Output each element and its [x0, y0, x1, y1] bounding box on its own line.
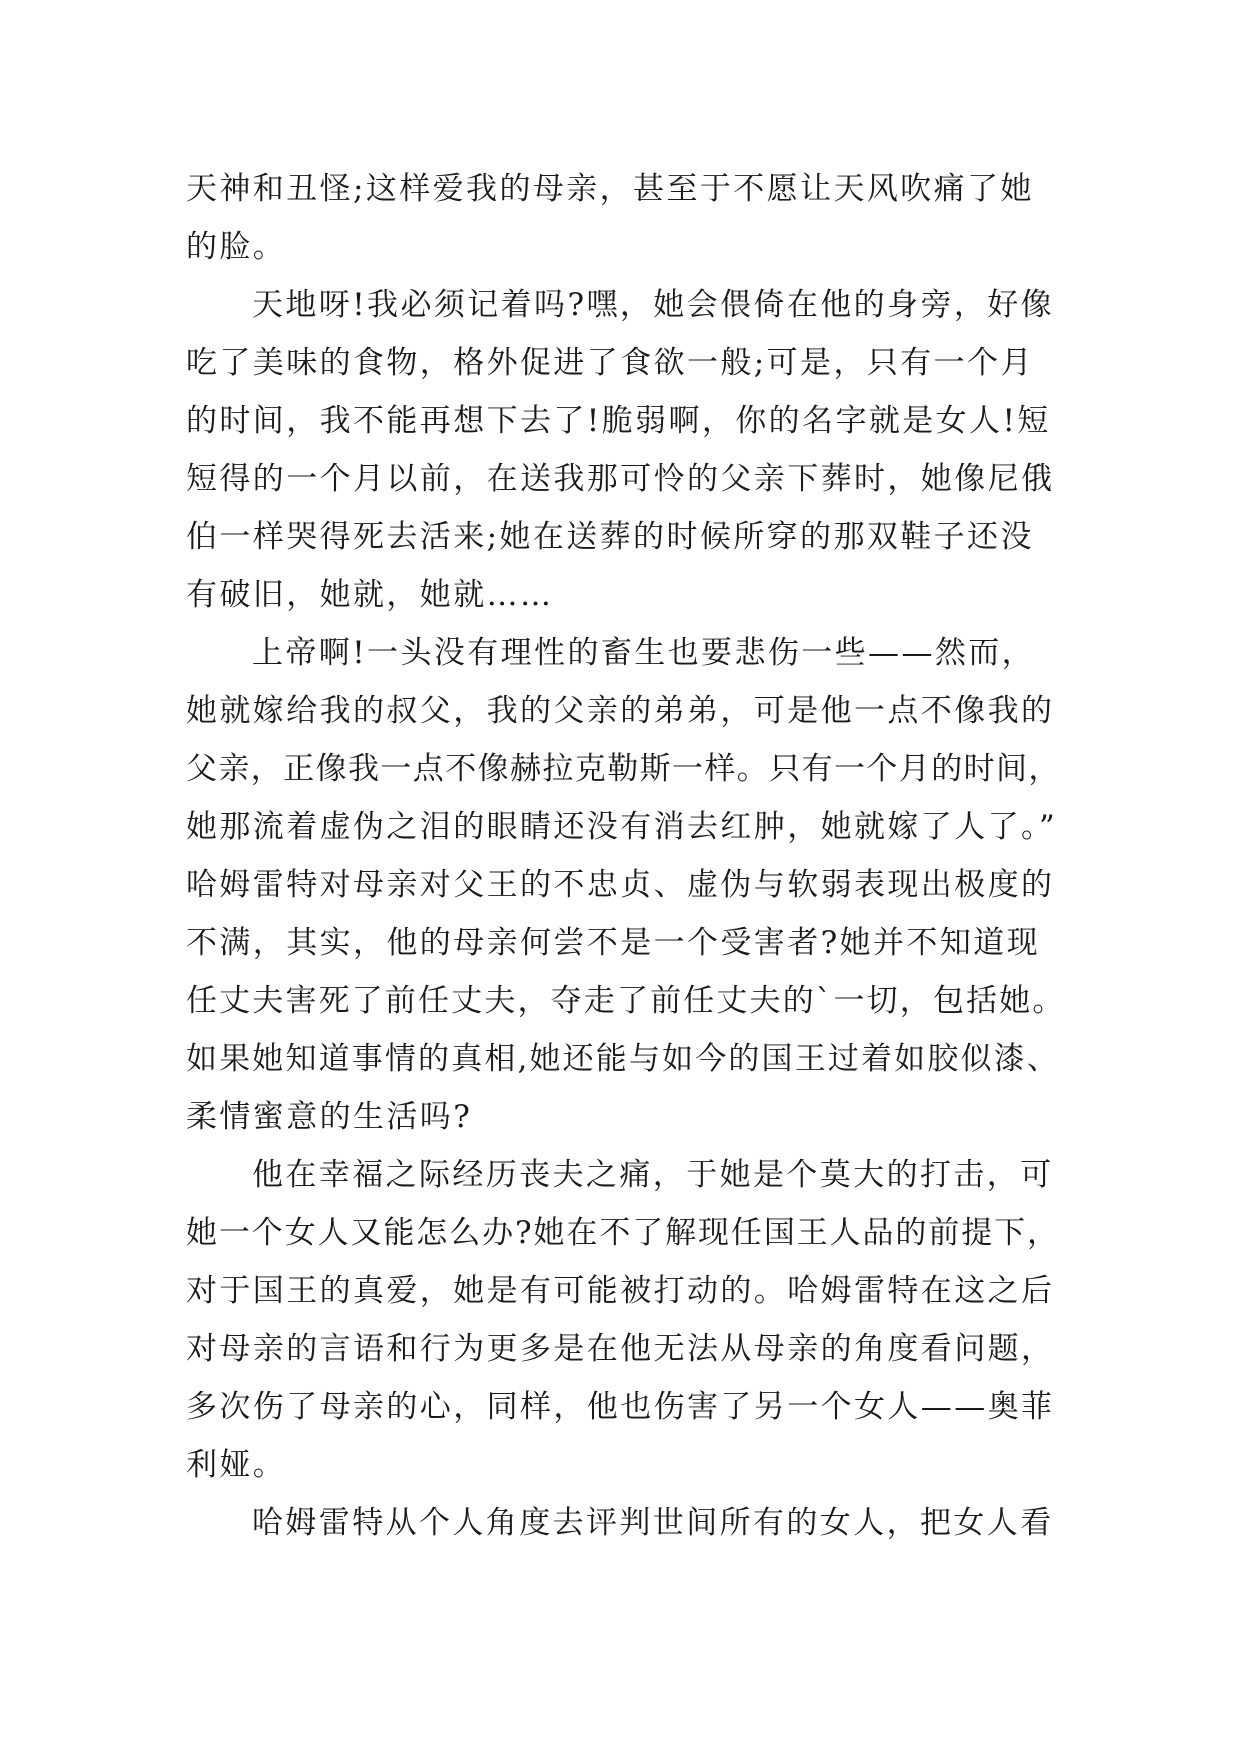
text-line: 短得的一个月以前，在送我那可怜的父亲下葬时，她像尼俄: [186, 461, 1055, 497]
text-line: 对于国王的真爱，她是有可能被打动的。哈姆雷特在这之后: [186, 1273, 1055, 1309]
text-line: 他在幸福之际经历丧夫之痛，于她是个莫大的打击，可: [252, 1157, 1054, 1193]
text-line: 天神和丑怪;这样爱我的母亲，甚至于不愿让天风吹痛了她: [186, 171, 1034, 207]
text-line: 哈姆雷特从个人角度去评判世间所有的女人，把女人看: [252, 1505, 1054, 1541]
text-line: 柔情蜜意的生活吗?: [186, 1099, 473, 1135]
text-line: 她一个女人又能怎么办?她在不了解现任国王人品的前提下，: [186, 1215, 1060, 1251]
body-text: [186, 160, 1066, 1552]
text-line: 上帝啊!一头没有理性的畜生也要悲伤一些——然而，: [252, 635, 1036, 671]
text-line: 父亲，正像我一点不像赫拉克勒斯一样。只有一个月的时间，: [186, 751, 1061, 787]
text-line: 多次伤了母亲的心，同样，他也伤害了另一个女人——奥菲: [186, 1389, 1055, 1425]
text-line: 天地呀!我必须记着吗?嘿，她会偎倚在他的身旁，好像: [252, 287, 1055, 323]
text-line: 她就嫁给我的叔父，我的父亲的弟弟，可是他一点不像我的: [186, 693, 1055, 729]
text-line: 哈姆雷特对母亲对父王的不忠贞、虚伪与软弱表现出极度的: [186, 867, 1055, 903]
text-line: 有破旧，她就，她就……: [186, 577, 554, 613]
text-line: 任丈夫害死了前任丈夫，夺走了前任丈夫的`一切，包括她。: [186, 983, 1066, 1019]
text-line: 的脸。: [186, 229, 287, 265]
text-line: 不满，其实，他的母亲何尝不是一个受害者?她并不知道现: [186, 925, 1041, 961]
text-line: 利娅。: [186, 1447, 287, 1483]
text-line: 伯一样哭得死去活来;她在送葬的时候所穿的那双鞋子还没: [186, 519, 1034, 555]
text-line: 对母亲的言语和行为更多是在他无法从母亲的角度看问题，: [186, 1331, 1055, 1367]
text-line: 的时间，我不能再想下去了!脆弱啊，你的名字就是女人!短: [186, 403, 1051, 439]
text-line: 吃了美味的食物，格外促进了食欲一般;可是，只有一个月: [186, 345, 1034, 381]
text-line: 她那流着虚伪之泪的眼睛还没有消去红肿，她就嫁了人了。”: [186, 809, 1058, 845]
text-line: 如果她知道事情的真相,她还能与如今的国王过着如胶似漆、: [186, 1041, 1060, 1077]
